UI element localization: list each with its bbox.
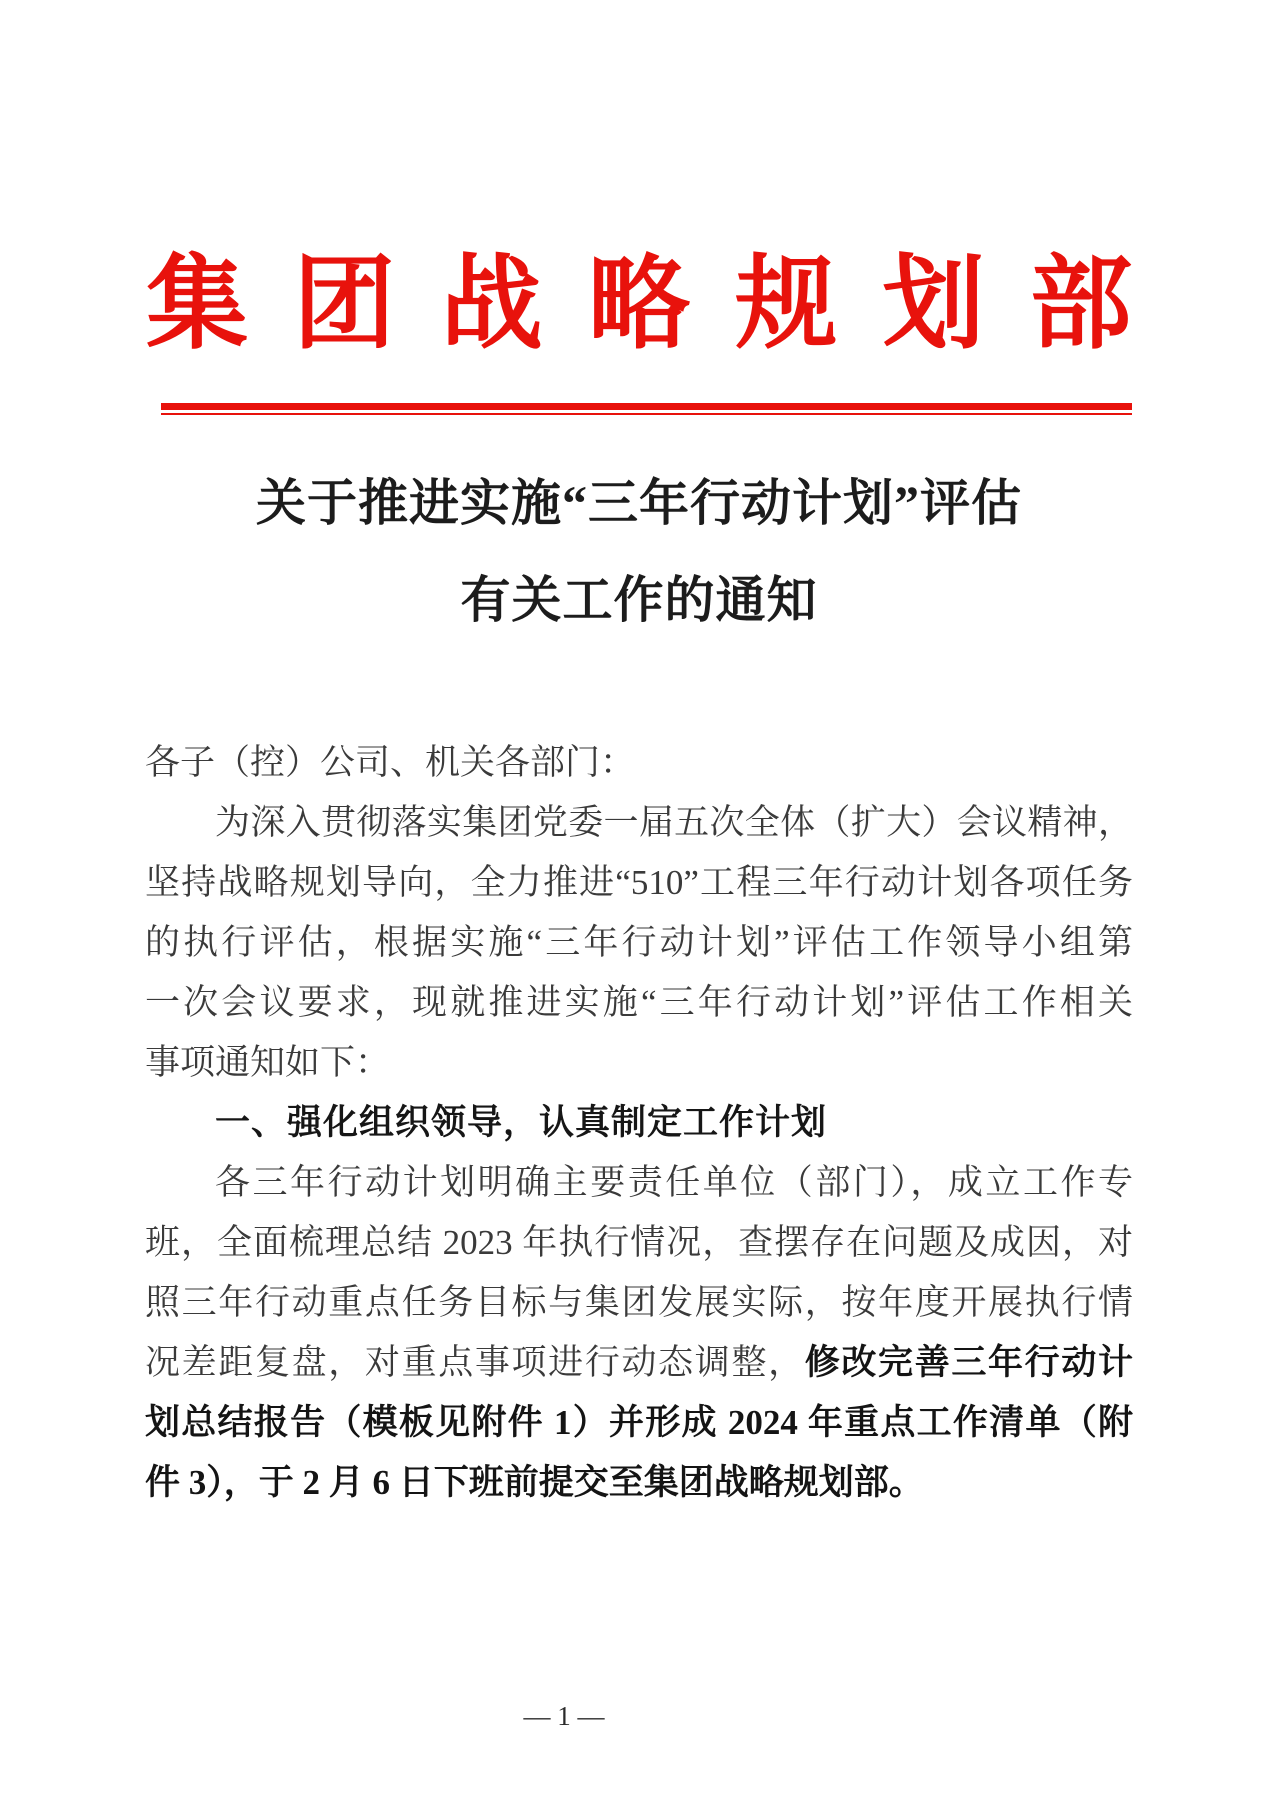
document-title-line-1: 关于推进实施“三年行动计划”评估 [256, 475, 1022, 531]
body-line-normal-text: 况差距复盘，对重点事项进行动态调整， [145, 1343, 805, 1382]
salutation-line: 各子（控）公司、机关各部门： [145, 743, 636, 782]
document-title-line-2: 有关工作的通知 [460, 572, 818, 628]
body-line: 事项通知如下： [145, 1043, 391, 1082]
body-line: 为深入贯彻落实集团党委一届五次全体（扩大）会议精神， [215, 803, 1133, 842]
page-number: — 1 — [523, 1701, 605, 1731]
body-line-bold-text: 修改完善三年行动计 [804, 1343, 1133, 1382]
red-rule-thin-line [161, 413, 1132, 415]
letterhead-department-name: 集团战略规划部 [146, 249, 1132, 362]
red-rule-thick-line [161, 403, 1132, 410]
body-line-bold: 划总结报告（模板见附件 1）并形成 2024 年重点工作清单（附 [145, 1403, 1133, 1442]
body-line: 坚持战略规划导向，全力推进“510”工程三年行动计划各项任务 [145, 863, 1133, 902]
body-line: 一次会议要求，现就推进实施“三年行动计划”评估工作相关 [145, 983, 1133, 1022]
page-footer [0, 1694, 1128, 1738]
document-body [145, 733, 1133, 1513]
body-line: 的执行评估，根据实施“三年行动计划”评估工作领导小组第 [145, 923, 1133, 962]
section-heading: 一、强化组织领导，认真制定工作计划 [215, 1103, 828, 1142]
body-line-mixed-emphasis [145, 1333, 1133, 1393]
body-line: 照三年行动重点任务目标与集团发展实际，按年度开展执行情 [145, 1283, 1133, 1322]
letterhead-red-rule [161, 403, 1132, 415]
body-line-bold: 件 3），于 2 月 6 日下班前提交至集团战略规划部。 [145, 1463, 924, 1502]
body-line: 各三年行动计划明确主要责任单位（部门），成立工作专 [215, 1163, 1133, 1202]
body-line: 班，全面梳理总结 2023 年执行情况，查摆存在问题及成因，对 [145, 1223, 1133, 1262]
document-title [145, 455, 1133, 649]
